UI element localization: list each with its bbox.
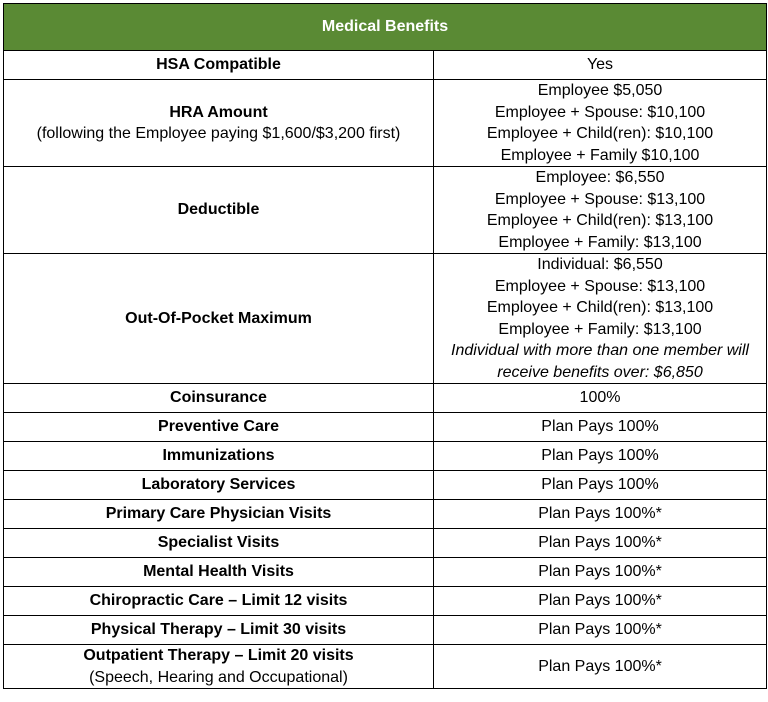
row-label: Preventive Care: [4, 413, 434, 442]
value-note: receive benefits over: $6,850: [497, 363, 703, 381]
row-label: Out-Of-Pocket Maximum: [4, 254, 434, 384]
table-row: [4, 500, 767, 529]
row-value: [434, 51, 767, 80]
value-line: Individual: $6,550: [537, 256, 663, 273]
row-label: Physical Therapy – Limit 30 visits: [4, 616, 434, 645]
row-label: Chiropractic Care – Limit 12 visits: [4, 587, 434, 616]
row-label: Primary Care Physician Visits: [4, 500, 434, 529]
value-line: Employee + Spouse: $13,100: [494, 190, 706, 208]
table-row: [4, 616, 767, 645]
row-value: [434, 167, 767, 254]
row-value: Plan Pays 100%: [434, 442, 767, 471]
table-row: [4, 413, 767, 442]
row-value: Plan Pays 100%*: [434, 587, 767, 616]
row-value: Plan Pays 100%: [434, 413, 767, 442]
value-note: Individual with more than one member will: [451, 342, 749, 359]
table-row: [4, 587, 767, 616]
value-line: Employee + Family: $13,100: [498, 233, 702, 251]
value-line: Yes: [586, 56, 614, 74]
row-label: [4, 80, 434, 167]
value-line: Employee + Spouse: $13,100: [494, 277, 706, 295]
row-label: Mental Health Visits: [4, 558, 434, 587]
row-label: Specialist Visits: [4, 529, 434, 558]
value-line: Employee + Child(ren): $13,100: [486, 299, 714, 316]
row-value: [434, 80, 767, 167]
row-value: [434, 254, 767, 384]
row-label: Deductible: [4, 167, 434, 254]
table-row: [4, 254, 767, 384]
row-label-text: Outpatient Therapy – Limit 20 visits: [83, 647, 354, 664]
row-value: Plan Pays 100%*: [434, 558, 767, 587]
row-label-text: HRA Amount: [169, 103, 268, 121]
row-sublabel: (following the Employee paying $1,600/$3,200 first): [36, 125, 401, 142]
table-row: [4, 442, 767, 471]
table-row: [4, 384, 767, 413]
table-row: [4, 471, 767, 500]
table-row: [4, 645, 767, 689]
medical-benefits-table: [3, 3, 767, 689]
value-line: Employee + Family $10,100: [500, 146, 700, 164]
row-value: Plan Pays 100%*: [434, 529, 767, 558]
table-row: [4, 167, 767, 254]
value-line: Employee + Child(ren): $13,100: [486, 212, 714, 229]
row-value: Plan Pays 100%*: [434, 645, 767, 689]
row-value: Plan Pays 100%*: [434, 500, 767, 529]
table-row: [4, 51, 767, 80]
value-line: Employee $5,050: [537, 82, 663, 99]
table-title: Medical Benefits: [4, 4, 767, 51]
value-line: Employee + Family: $13,100: [498, 320, 702, 338]
row-label: Immunizations: [4, 442, 434, 471]
row-label: Coinsurance: [4, 384, 434, 413]
row-value: 100%: [434, 384, 767, 413]
table-row: [4, 529, 767, 558]
table-row: [4, 80, 767, 167]
value-line: Employee + Child(ren): $10,100: [486, 125, 714, 142]
table-row: [4, 558, 767, 587]
row-label: Laboratory Services: [4, 471, 434, 500]
row-value: Plan Pays 100%*: [434, 616, 767, 645]
row-sublabel: (Speech, Hearing and Occupational): [89, 668, 348, 686]
value-line: Employee + Spouse: $10,100: [494, 103, 706, 121]
value-line: Employee: $6,550: [535, 169, 665, 186]
row-label: [4, 645, 434, 689]
row-value: Plan Pays 100%: [434, 471, 767, 500]
row-label: HSA Compatible: [4, 51, 434, 80]
